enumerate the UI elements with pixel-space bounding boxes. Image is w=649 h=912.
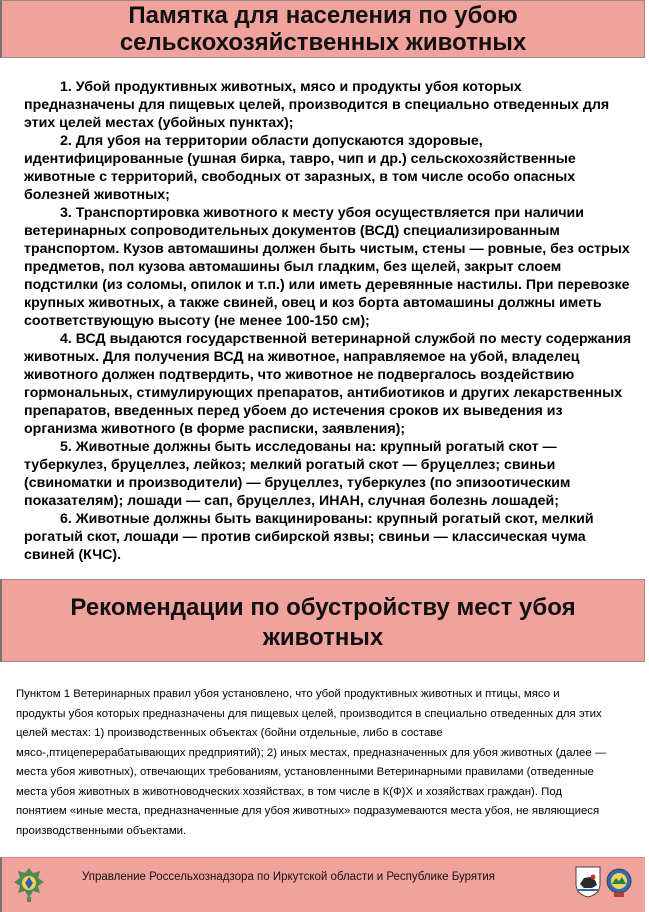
recommendations-banner xyxy=(0,579,645,662)
rule-item: 2. Для убоя на территории области допускаются здоровые, идентифицированные (ушная бирка, тавро, чип и др.) сельскохозяйственные животные с территорий, свободных от заразных, в том числе особо опасных болезней животных; xyxy=(24,133,576,203)
footer-text: Управление Россельхознадзора по Иркутской области и Республике Бурятия xyxy=(82,871,496,883)
memo-title-line1: Памятка для населения по убою xyxy=(128,2,518,29)
memo-header-banner xyxy=(0,0,645,58)
footer xyxy=(0,857,645,912)
buryatia-coat-of-arms-icon xyxy=(606,866,632,898)
rule-item: 5. Животные должны быть исследованы на: крупный рогатый скот — туберкулез, бруцеллез, лейкоз; мелкий рогатый скот — бруцеллез; свиньи (свиноматки и производители) — бруцеллез, туберкулез (по эпизоотическим показателям); лошади — сап, бруцеллез, ИНАН, случная болезнь лошадей; xyxy=(24,439,571,509)
rule-item: 3. Транспортировка животного к месту убоя осуществляется при наличии ветеринарных сопроводительных документов (ВСД) специализированным транспортом. Кузов автомашины должен быть чистым, стены — ровные, без острых предметов, пол кузова автомашины был гладким, без щелей, закрыт слоем подстилки (из соломы, опилок и т.п.) или иметь деревянные настилы. При перевозке крупных животных, а также свиней, овец и коз борта автомашины должны иметь соответствующую высоту (не менее 100-150 см); xyxy=(24,205,630,329)
recommendations-title-line2: животных xyxy=(262,624,384,651)
memo-title-line2: сельскохозяйственных животных xyxy=(119,29,527,56)
rule-item: 6. Животные должны быть вакцинированы: крупный рогатый скот, мелкий рогатый скот, лошади — против сибирской язвы; свиньи — классическая чума свиней (КЧС). xyxy=(24,511,594,563)
rule-item: 1. Убой продуктивных животных, мясо и продукты убоя которых предназначены для пищевых целей, производится в специально отведенных для этих целей местах (убойных пунктах); xyxy=(24,79,610,131)
rules-list xyxy=(24,78,636,564)
recommendations-text: Пунктом 1 Ветеринарных правил убоя установлено, что убой продуктивных животных и птицы, мясо и продукты убоя которых предназначены для пищевых целей, производится в специально отведенных для этих целей местах: 1) производственных объектах (бойни отдельные, либо в составе мясо-,птицеперерабатывающих предприятий); 2) иных местах, предназначенных для убоя животных (далее — места убоя животных), отвечающих требованиям, установленными Ветеринарными правилами (отведенные места убоя животных в животноводческих хозяйствах, в том числе в К(Ф)Х и хозяйствах граждан). Под понятием «иные места, предназначенные для убоя животных» подразумеваются места убоя, не являющиеся производственными объектами. xyxy=(16,688,607,837)
rule-item: 4. ВСД выдаются государственной ветеринарной службой по месту содержания животных. Для получения ВСД на животное, направляемое на убой, владелец животного должен подтвердить, что животное не подвергалось воздействию гормональных, стимулирующих препаратов, антибиотиков и других лекарственных препаратов, введенных перед убоем до истечения сроков их выведения из организма животного (в форме расписки, заявления); xyxy=(24,331,632,437)
irkutsk-coat-of-arms-icon xyxy=(575,866,601,898)
recommendations-title-line1: Рекомендации по обустройству мест убоя xyxy=(70,594,576,621)
rosselkhoznadzor-emblem-icon xyxy=(12,865,46,903)
